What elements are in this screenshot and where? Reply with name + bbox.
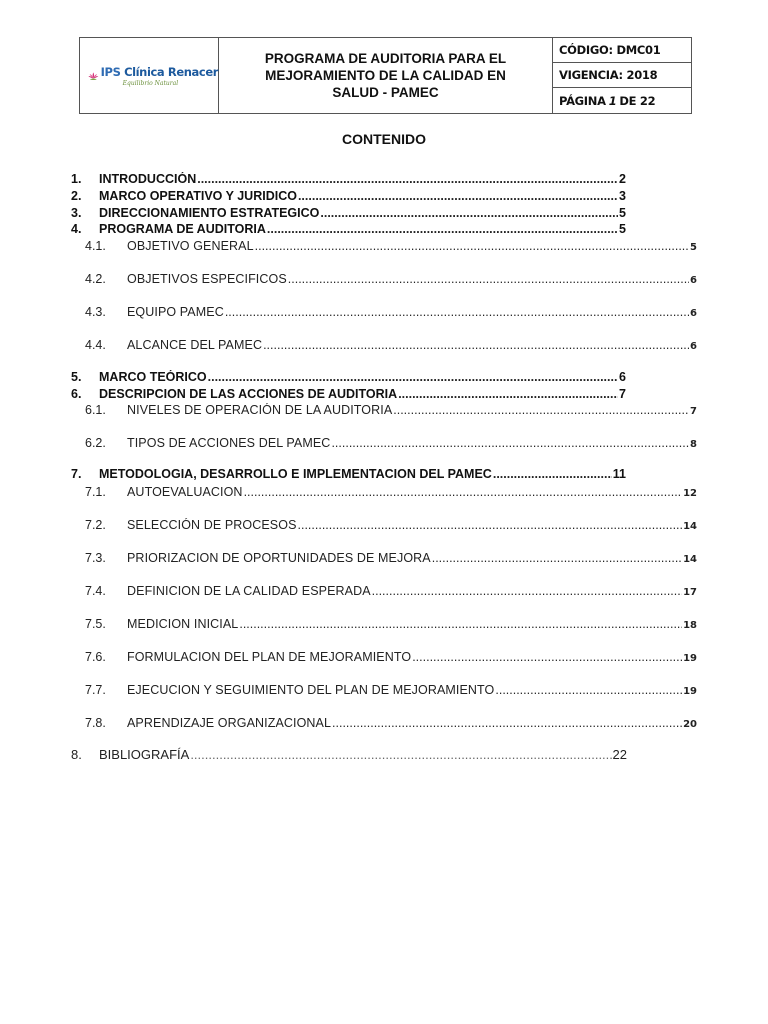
toc-entry-6-2[interactable]: 6.2. TIPOS DE ACCIONES DEL PAMEC ..... 8: [85, 436, 697, 450]
toc-entry-5[interactable]: 5. MARCO TEÓRICO ..... 6: [71, 370, 626, 384]
toc-entry-3[interactable]: 3. DIRECCIONAMIENTO ESTRATEGICO ..... 5: [71, 206, 626, 220]
toc-entry-7-4[interactable]: 7.4. DEFINICION DE LA CALIDAD ESPERADA ..... 17: [85, 584, 697, 598]
toc-entry-7-2[interactable]: 7.2. SELECCIÓN DE PROCESOS ..... 14: [85, 518, 697, 532]
toc-entry-7-1[interactable]: 7.1. AUTOEVALUACION ..... 12: [85, 485, 697, 499]
codigo-field: CÓDIGO: DMC01: [553, 38, 691, 63]
toc-entry-6[interactable]: 6. DESCRIPCION DE LAS ACCIONES DE AUDITORIA ..... 7: [71, 387, 626, 401]
toc-entry-7[interactable]: 7. METODOLOGIA, DESARROLLO E IMPLEMENTACION DEL PAMEC ..... 11: [71, 467, 626, 481]
logo-tagline: Equilibrio Natural: [122, 79, 179, 87]
vigencia-field: VIGENCIA: 2018: [553, 63, 691, 88]
pagina-field: PÁGINA 1 DE 22: [559, 93, 656, 108]
contents-heading: CONTENIDO: [342, 131, 426, 147]
toc-entry-4-4[interactable]: 4.4. ALCANCE DEL PAMEC ..... 6: [85, 338, 697, 352]
toc-entry-2[interactable]: 2. MARCO OPERATIVO Y JURIDICO ..... 3: [71, 189, 626, 203]
toc-entry-7-5[interactable]: 7.5. MEDICION INICIAL ..... 18: [85, 617, 697, 631]
toc-entry-4-1[interactable]: 4.1. OBJETIVO GENERAL ..... 5: [85, 239, 697, 253]
toc-entry-4[interactable]: 4. PROGRAMA DE AUDITORIA ..... 5: [71, 222, 626, 236]
toc-entry-7-7[interactable]: 7.7. EJECUCION Y SEGUIMIENTO DEL PLAN DE MEJORAMIENTO ..... 19: [85, 683, 697, 697]
toc-entry-7-6[interactable]: 7.6. FORMULACION DEL PLAN DE MEJORAMIENTO ..... 19: [85, 650, 697, 664]
toc-entry-7-8[interactable]: 7.8. APRENDIZAJE ORGANIZACIONAL ..... 20: [85, 716, 697, 730]
document-title: PROGRAMA DE AUDITORIA PARA EL MEJORAMIENTO DE LA CALIDAD EN SALUD - PAMEC: [264, 51, 507, 100]
logo-name: IPS Clínica Renacer: [100, 64, 218, 79]
toc-entry-7-3[interactable]: 7.3. PRIORIZACION DE OPORTUNIDADES DE MEJORA ..... 14: [85, 551, 697, 565]
toc-entry-4-2[interactable]: 4.2. OBJETIVOS ESPECIFICOS ..... 6: [85, 272, 697, 286]
toc-entry-8[interactable]: 8. BIBLIOGRAFÍA ..... 22: [71, 747, 627, 762]
toc-entry-1[interactable]: 1. INTRODUCCIÓN ..... 2: [71, 172, 626, 186]
toc-entry-4-3[interactable]: 4.3. EQUIPO PAMEC ..... 6: [85, 305, 697, 319]
toc-entry-6-1[interactable]: 6.1. NIVELES DE OPERACIÓN DE LA AUDITORIA ..... 7: [85, 403, 697, 417]
